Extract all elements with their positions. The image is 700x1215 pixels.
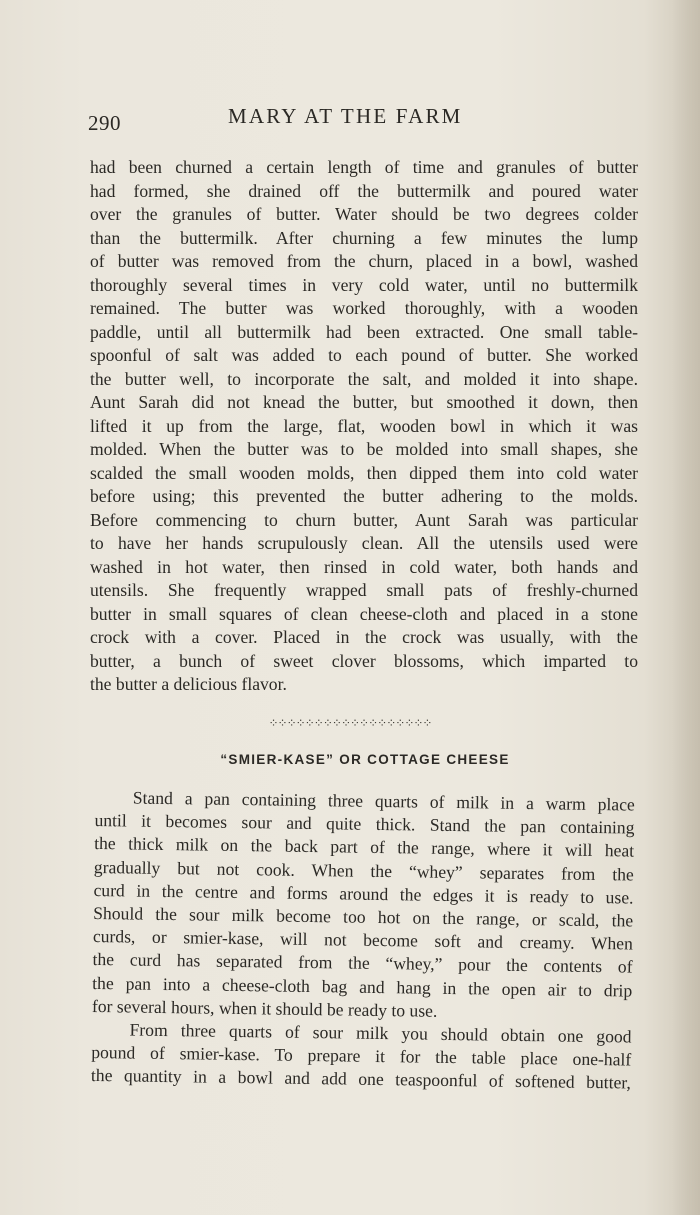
text-line: crock with a cover. Placed in the crock was usually, with the xyxy=(90,627,638,647)
running-title: MARY AT THE FARM xyxy=(228,104,463,128)
page-edge-shadow xyxy=(672,0,700,1215)
text-line: butter, a bunch of sweet clover blossoms, which imparted to xyxy=(90,650,638,671)
paragraph-butter xyxy=(90,156,638,697)
section-ornament: ⁘⁘⁘⁘⁘⁘⁘⁘⁘⁘⁘⁘⁘⁘⁘⁘⁘⁘ xyxy=(268,716,432,730)
text-line: utensils. She frequently wrapped small pats of freshly-churned xyxy=(90,580,638,600)
text-line: curds, or smier-kase, will not become soft and creamy. When xyxy=(92,926,633,954)
text-line: From three quarts of sour milk you should obtain one good xyxy=(129,1019,632,1047)
text-line: the quantity in a bowl and add one teaspoonful of softened butter, xyxy=(90,1065,632,1093)
text-line: Before commencing to churn butter, Aunt Sarah was particular xyxy=(90,509,638,530)
text-line: remained. The butter was worked thoroughly, with a wooden xyxy=(90,298,638,318)
text-line: scalded the small wooden molds, then dipped them into cold water xyxy=(90,462,638,483)
text-line: over the granules of butter. Water should be two degrees colder xyxy=(90,204,638,224)
text-line: than the buttermilk. After churning a few minutes the lump xyxy=(90,227,638,248)
text-line: washed in hot water, then rinsed in cold water, both hands and xyxy=(90,556,638,577)
section-heading: “SMIER-KASE” OR COTTAGE CHEESE xyxy=(220,752,510,767)
text-line: spoonful of salt was added to each pound of butter. She worked xyxy=(90,345,638,365)
text-line: the butter well, to incorporate the salt, and molded it into shape. xyxy=(90,368,638,389)
text-line: gradually but not cook. When the “whey” separates from the xyxy=(93,856,634,885)
page-number: 290 xyxy=(88,111,121,135)
text-line: for several hours, when it should be ready to use. xyxy=(91,995,438,1021)
text-line: to have her hands scrupulously clean. All the utensils used were xyxy=(90,533,638,553)
text-line: the curd has separated from the “whey,” pour the contents of xyxy=(92,949,633,977)
text-line: molded. When the butter was to be molded into small shapes, she xyxy=(90,439,638,459)
text-line: of butter was removed from the churn, placed in a bowl, washed xyxy=(90,251,638,271)
text-line: lifted it up from the large, flat, wooden bowl in which it was xyxy=(90,415,638,436)
text-line: until it becomes sour and quite thick. Stand the pan containing xyxy=(94,810,635,838)
text-line: curd in the centre and forms around the edges it is ready to use. xyxy=(93,879,634,908)
text-line: the thick milk on the back part of the range, where it will heat xyxy=(94,833,635,861)
text-line: paddle, until all buttermilk had been extracted. One small table- xyxy=(90,321,638,342)
paragraph-smier-kase xyxy=(91,786,635,1095)
text-line: Should the sour milk become too hot on the range, or scald, the xyxy=(93,902,634,931)
text-line: had been churned a certain length of time and granules of butter xyxy=(90,157,638,177)
text-line: had formed, she drained off the buttermilk and poured water xyxy=(90,180,638,201)
text-line: before using; this prevented the butter adhering to the molds. xyxy=(90,486,638,506)
text-line: the butter a delicious flavor. xyxy=(90,674,287,694)
text-line: Stand a pan containing three quarts of milk in a warm place xyxy=(132,787,635,815)
text-line: butter in small squares of clean cheese-cloth and placed in a stone xyxy=(90,603,638,624)
text-line: the pan into a cheese-cloth bag and hang in the open air to drip xyxy=(92,972,633,1001)
text-line: thoroughly several times in very cold water, until no buttermilk xyxy=(90,274,638,295)
text-line: Aunt Sarah did not knead the butter, but smoothed it down, then xyxy=(90,392,638,412)
text-line: pound of smier-kase. To prepare it for the table place one-half xyxy=(91,1042,632,1070)
